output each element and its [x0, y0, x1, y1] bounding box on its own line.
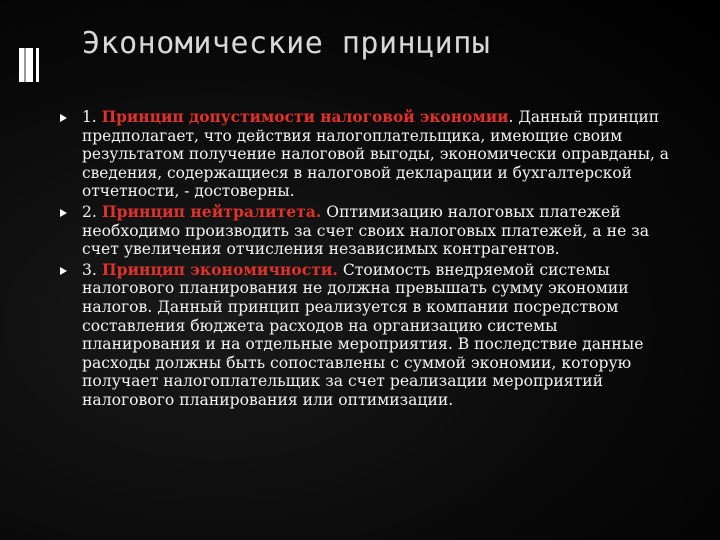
list-item [60, 261, 680, 410]
bullet-triangle-icon [60, 114, 67, 122]
bullet-list [60, 108, 680, 412]
bullet-triangle-icon [60, 209, 67, 217]
item-heading: Принцип допустимости налоговой экономии [101, 108, 509, 126]
item-number: 3. [82, 260, 97, 279]
decorative-stripe [24, 48, 26, 82]
item-number: 1. [82, 108, 97, 126]
item-heading: Принцип нейтралитета. [101, 201, 322, 221]
bullet-triangle-icon [60, 267, 67, 275]
item-number: 2. [82, 202, 97, 221]
item-heading: Принцип экономичности. [101, 259, 338, 279]
list-item [60, 108, 680, 201]
item-body: Стоимость внедряемой системы налогового планирования не должна превышать сумму экономии налогов. Данный принцип реализуется в компании посредством составления бюджета расходов на организацию системы планирования и на отдельные мероприятия. В последствие данные расходы должны быть сопоставлены с суммой экономии, которую получает налогоплательщик за счет реализации мероприятий налогового планирования или оптимизации. [82, 260, 644, 409]
slide-title: Экономические принципы [82, 26, 491, 61]
decorative-bar [19, 48, 33, 82]
item-body: . Данный принцип предполагает, что действия налогоплательщика, имеющие своим результатом получение налоговой выгоды, экономически оправданы, а сведения, содержащиеся в налоговой декларации и бухгалтерской отчетности, - достоверны. [82, 108, 669, 201]
decorative-stripe [36, 48, 39, 82]
item-body: Оптимизацию налоговых платежей необходимо производить за счет своих налоговых платежей, а не за счет увеличения отчисления независимых контрагентов. [82, 202, 650, 259]
list-item [60, 203, 680, 259]
